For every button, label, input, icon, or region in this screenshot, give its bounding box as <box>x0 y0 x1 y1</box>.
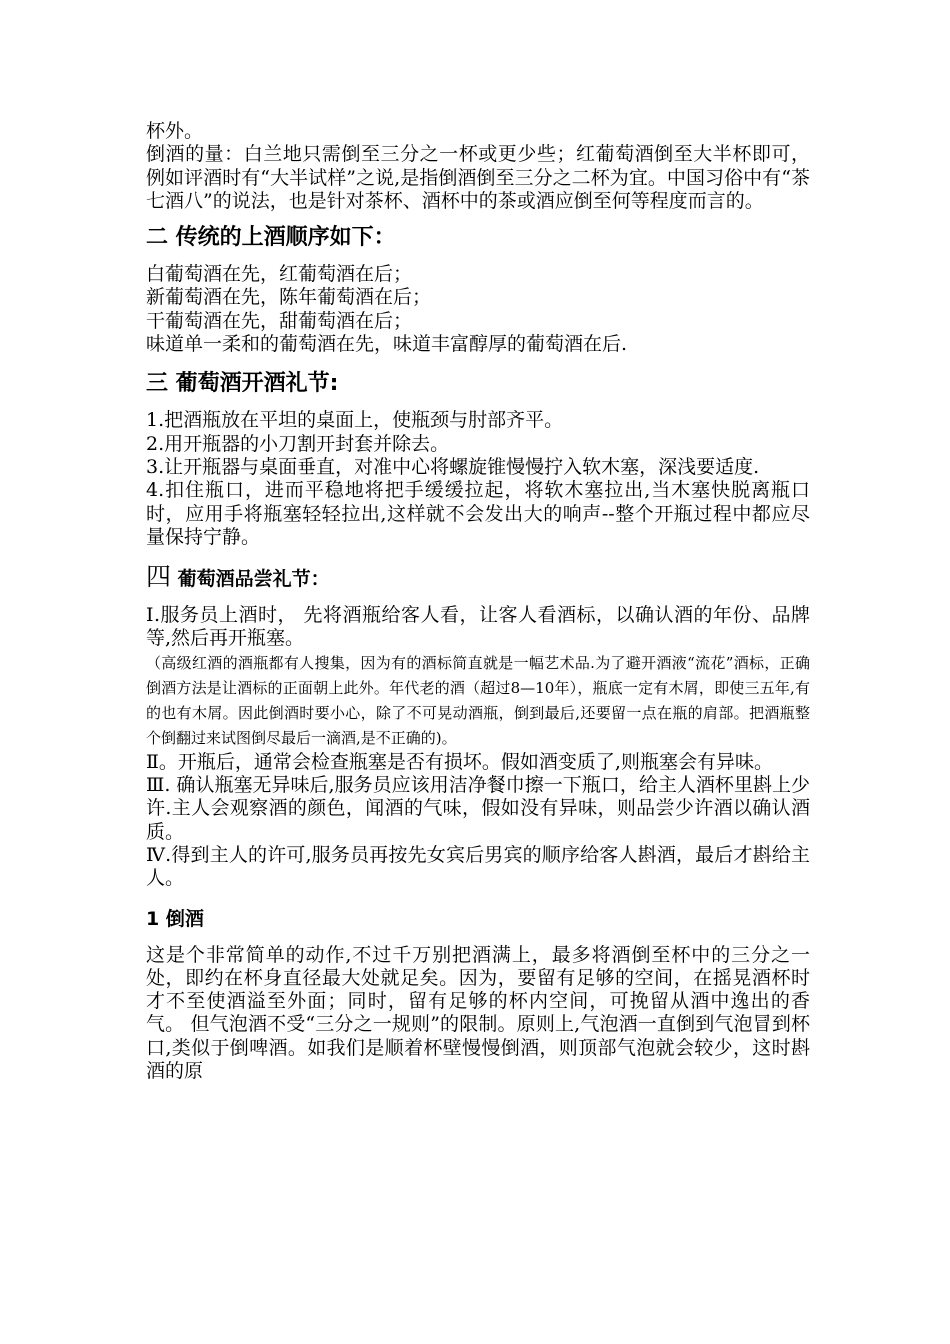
tasting-step-1: Ⅰ.服务员上酒时， 先将酒瓶给客人看，让客人看酒标，以确认酒的年份、品牌等,然后再开瓶塞。 <box>146 604 810 650</box>
paragraph-line: 杯外。 <box>146 120 204 142</box>
tasting-note: （高级红酒的酒瓶都有人搜集，因为有的酒标简直就是一幅艺术品.为了避开酒液“流花”酒标，正确倒酒方法是让酒标的正面朝上此外。年代老的酒（超过8—10年），瓶底一定有木屑，即使三五年,有的也有木屑。因此倒酒时要小心，除了不可晃动酒瓶，倒到最后,还要留一点在瓶的肩部。把酒瓶整个倒翻过来试图倒尽最后一滴酒,是不正确的)。 <box>146 653 810 747</box>
order-line: 味道单一柔和的葡萄酒在先，味道丰富醇厚的葡萄酒在后. <box>146 333 628 356</box>
order-line: 干葡萄酒在先，甜葡萄酒在后； <box>146 309 413 332</box>
order-line: 新葡萄酒在先，陈年葡萄酒在后； <box>146 286 432 309</box>
step-item: 1.把酒瓶放在平坦的桌面上，使瓶颈与肘部齐平。 <box>146 409 564 432</box>
tasting-step-3: Ⅲ. 确认瓶塞无异味后,服务员应该用洁净餐巾擦一下瓶口，给主人酒杯里斟上少许.主人会观察酒的颜色，闻酒的气味，假如没有异味，则品尝少许酒以确认酒质。 <box>146 774 810 843</box>
section-heading-2 <box>146 225 810 251</box>
heading-text: 葡萄酒开酒礼节: <box>168 371 339 397</box>
step-item: 3.让开瓶器与桌面垂直，对准中心将螺旋锥慢慢拧入软木塞，深浅要适度. <box>146 455 760 478</box>
document-body <box>146 120 810 1083</box>
step-item: 2.用开瓶器的小刀割开封套并除去。 <box>146 432 450 455</box>
heading-text: 葡萄酒品尝礼节： <box>171 568 330 591</box>
heading-number: 二 <box>146 225 169 251</box>
step-item: 4.扣住瓶口，进而平稳地将把手缓缓拉起，将软木塞拉出,当木塞快脱离瓶口时，应用手将瓶塞轻轻拉出,这样就不会发出大的响声--整个开瓶过程中都应尽量保持宁静。 <box>146 479 810 548</box>
heading-text: 传统的上酒顺序如下： <box>168 225 396 251</box>
section-heading-4 <box>146 564 810 592</box>
order-line: 白葡萄酒在先，红葡萄酒在后； <box>146 263 413 286</box>
heading-number: 三 <box>146 371 169 397</box>
tasting-step-4: Ⅳ.得到主人的许可,服务员再按先女宾后男宾的顺序给客人斟酒，最后才斟给主人。 <box>146 843 810 890</box>
subsection-heading: 1 倒酒 <box>146 907 204 930</box>
tasting-step-2: Ⅱ。开瓶后，通常会检查瓶塞是否有损坏。假如酒变质了,则瓶塞会有异味。 <box>146 750 773 773</box>
heading-number: 四 <box>146 562 172 592</box>
paragraph-pour-amount: 倒酒的量：白兰地只需倒至三分之一杯或更少些；红葡萄酒倒至大半杯即可，例如评酒时有“大半试样”之说,是指倒酒倒至三分之二杯为宜。中国习俗中有“茶七酒八”的说法，也是针对茶杯、酒杯中的茶或酒应倒至何等程度而言的。 <box>146 143 810 212</box>
paragraph-pouring: 这是个非常简单的动作,不过千万别把酒满上，最多将酒倒至杯中的三分之一处，即约在杯身直径最大处就足矣。因为，要留有足够的空间，在摇晃酒杯时才不至使酒溢至外面；同时，留有足够的杯内空间，可挽留从酒中逸出的香气。 但气泡酒不受“三分之一规则”的限制。原则上,气泡酒一直倒到气泡冒到杯口,类似于倒啤酒。如我们是顺着杯壁慢慢倒酒，则顶部气泡就会较少，这时斟酒的原 <box>146 943 810 1083</box>
section-heading-3 <box>146 371 810 397</box>
